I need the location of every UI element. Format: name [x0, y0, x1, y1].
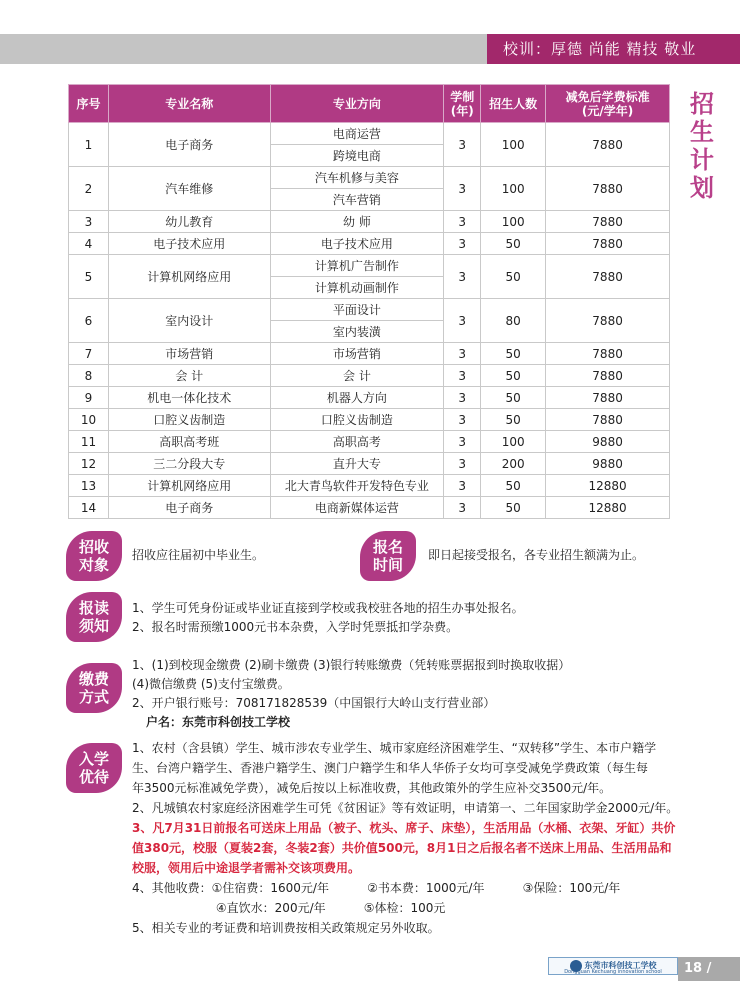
table-row	[69, 387, 670, 409]
cell-fee: 7880	[546, 365, 670, 387]
table-row	[69, 123, 670, 145]
header-direction: 专业方向	[270, 85, 444, 123]
cell-no: 13	[69, 475, 109, 497]
cell-fee: 7880	[546, 343, 670, 365]
cell-years: 3	[444, 167, 481, 211]
cell-enroll: 200	[481, 453, 546, 475]
payment-line-2: (4)微信缴费 (5)支付宝缴费。	[132, 677, 290, 691]
school-logo-en: Dongguan Kechuang innovation school	[564, 969, 662, 975]
notice-line-2: 2、报名时需预缴1000元书本杂费，入学时凭票抵扣学杂费。	[132, 620, 459, 634]
enrollment-plan-table	[68, 84, 670, 519]
header-years: 学制 (年)	[444, 85, 481, 123]
benefits-badge-line1: 入学	[78, 750, 109, 768]
cell-direction: 电子技术应用	[270, 233, 444, 255]
cell-fee: 7880	[546, 387, 670, 409]
side-title-char: 计	[690, 146, 714, 174]
benefit-red-line-1: 3、凡7月31日前报名可送床上用品（被子、枕头、席子、床垫），生活用品（水桶、衣架、牙缸）共价	[132, 821, 676, 835]
table-row	[69, 497, 670, 519]
school-motto: 校训：厚德 尚能 精技 敬业	[487, 34, 740, 64]
benefits-text	[132, 738, 678, 938]
cell-no: 10	[69, 409, 109, 431]
cell-no: 1	[69, 123, 109, 167]
cell-years: 3	[444, 299, 481, 343]
notice-text	[132, 599, 524, 637]
table-row	[69, 365, 670, 387]
cell-major: 机电一体化技术	[108, 387, 270, 409]
school-logo	[548, 957, 678, 975]
benefit-other-line-1: 4、其他收费：①住宿费：1600元/年 ②书本费：1000元/年 ③保险：100元/年	[132, 881, 621, 895]
cell-no: 6	[69, 299, 109, 343]
table-header-row	[69, 85, 670, 123]
payment-badge	[66, 663, 122, 713]
cell-fee: 7880	[546, 409, 670, 431]
cell-enroll: 50	[481, 387, 546, 409]
table-row	[69, 475, 670, 497]
cell-major: 计算机网络应用	[108, 255, 270, 299]
cell-enroll: 100	[481, 123, 546, 167]
cell-direction: 电商运营	[270, 123, 444, 145]
table-row	[69, 409, 670, 431]
benefit-line-3: 年3500元标准减免学费），减免后按以上标准收费，其他政策外的学生应补交3500元/年。	[132, 781, 612, 795]
benefit-line-2: 生、台湾户籍学生、香港户籍学生、澳门户籍学生和华人华侨子女均可享受减免学费政策（每生每	[132, 761, 649, 775]
cell-direction: 机器人方向	[270, 387, 444, 409]
cell-major: 电子商务	[108, 123, 270, 167]
table-row	[69, 299, 670, 321]
cell-direction: 室内装潢	[270, 321, 444, 343]
page-number: 18 /	[678, 957, 740, 981]
cell-major: 口腔义齿制造	[108, 409, 270, 431]
cell-years: 3	[444, 255, 481, 299]
table-row	[69, 167, 670, 189]
notice-line-1: 1、学生可凭身份证或毕业证直接到学校或我校驻各地的招生办事处报名。	[132, 601, 524, 615]
cell-enroll: 100	[481, 211, 546, 233]
cell-major: 幼儿教育	[108, 211, 270, 233]
cell-major: 电子技术应用	[108, 233, 270, 255]
target-badge	[66, 531, 122, 581]
notice-badge	[66, 592, 122, 642]
benefit-line-4: 2、凡城镇农村家庭经济困难学生可凭《贫困证》等有效证明，申请第一、二年国家助学金2000元/年。	[132, 801, 679, 815]
cell-direction: 高职高考	[270, 431, 444, 453]
header-major: 专业名称	[108, 85, 270, 123]
cell-fee: 7880	[546, 233, 670, 255]
cell-no: 8	[69, 365, 109, 387]
benefits-badge	[66, 743, 122, 793]
cell-fee: 7880	[546, 255, 670, 299]
target-badge-line2: 对象	[78, 556, 109, 574]
payment-badge-line1: 缴费	[78, 670, 109, 688]
cell-no: 11	[69, 431, 109, 453]
cell-enroll: 50	[481, 409, 546, 431]
cell-direction: 直升大专	[270, 453, 444, 475]
cell-major: 汽车维修	[108, 167, 270, 211]
cell-years: 3	[444, 497, 481, 519]
cell-direction: 口腔义齿制造	[270, 409, 444, 431]
side-title-char: 划	[690, 174, 714, 202]
cell-fee: 7880	[546, 123, 670, 167]
cell-enroll: 50	[481, 365, 546, 387]
payment-line-3: 2、开户银行账号：708171828539（中国银行大岭山支行营业部）	[132, 696, 496, 710]
cell-direction: 跨境电商	[270, 145, 444, 167]
cell-fee: 7880	[546, 299, 670, 343]
registration-text: 即日起接受报名，各专业招生额满为止。	[428, 548, 645, 562]
cell-no: 4	[69, 233, 109, 255]
cell-no: 14	[69, 497, 109, 519]
cell-direction: 汽车机修与美容	[270, 167, 444, 189]
payment-line-1: 1、(1)到校现金缴费 (2)刷卡缴费 (3)银行转账缴费（凭转账票据报到时换取收据）	[132, 658, 571, 672]
header-enroll: 招生人数	[481, 85, 546, 123]
cell-enroll: 50	[481, 475, 546, 497]
cell-enroll: 50	[481, 343, 546, 365]
cell-no: 9	[69, 387, 109, 409]
cell-major: 计算机网络应用	[108, 475, 270, 497]
cell-years: 3	[444, 453, 481, 475]
cell-enroll: 100	[481, 167, 546, 211]
registration-badge	[360, 531, 416, 581]
cell-fee: 12880	[546, 497, 670, 519]
cell-no: 12	[69, 453, 109, 475]
registration-badge-line1: 报名	[372, 538, 403, 556]
table-row	[69, 233, 670, 255]
benefit-other-line-3: 5、相关专业的考证费和培训费按相关政策规定另外收取。	[132, 921, 440, 935]
target-badge-line1: 招收	[78, 538, 109, 556]
account-name: 户名：东莞市科创技工学校	[146, 715, 291, 729]
cell-years: 3	[444, 365, 481, 387]
table-row	[69, 255, 670, 277]
benefit-red-line-3: 校服，领用后中途退学者需补交该项费用。	[132, 861, 361, 875]
cell-major: 三二分段大专	[108, 453, 270, 475]
cell-years: 3	[444, 431, 481, 453]
payment-text	[132, 656, 570, 732]
notice-badge-line1: 报读	[78, 599, 109, 617]
cell-enroll: 80	[481, 299, 546, 343]
benefit-line-1: 1、农村（含县镇）学生、城市涉农专业学生、城市家庭经济困难学生、“双转移”学生、本市户籍学	[132, 741, 657, 755]
payment-badge-line2: 方式	[78, 688, 109, 706]
side-title-char: 生	[690, 118, 714, 146]
cell-enroll: 50	[481, 255, 546, 299]
cell-enroll: 100	[481, 431, 546, 453]
cell-fee: 7880	[546, 167, 670, 211]
cell-years: 3	[444, 475, 481, 497]
benefits-badge-line2: 优待	[78, 768, 109, 786]
side-title-char: 招	[690, 90, 714, 118]
cell-years: 3	[444, 233, 481, 255]
cell-fee: 9880	[546, 431, 670, 453]
cell-direction: 汽车营销	[270, 189, 444, 211]
table-row	[69, 453, 670, 475]
cell-years: 3	[444, 211, 481, 233]
header-no: 序号	[69, 85, 109, 123]
cell-no: 7	[69, 343, 109, 365]
cell-direction: 市场营销	[270, 343, 444, 365]
header-bar	[0, 34, 487, 64]
cell-years: 3	[444, 343, 481, 365]
cell-direction: 北大青鸟软件开发特色专业	[270, 475, 444, 497]
cell-direction: 计算机广告制作	[270, 255, 444, 277]
school-logo-text: 东莞市科创技工学校	[584, 961, 657, 970]
cell-years: 3	[444, 387, 481, 409]
cell-years: 3	[444, 409, 481, 431]
cell-no: 3	[69, 211, 109, 233]
cell-no: 2	[69, 167, 109, 211]
cell-enroll: 50	[481, 497, 546, 519]
cell-no: 5	[69, 255, 109, 299]
header-fee: 减免后学费标准 (元/学年)	[546, 85, 670, 123]
benefit-red-line-2: 值380元，校服（夏装2套，冬装2套）共价值500元，8月1日之后报名者不送床上用品、生活用品和	[132, 841, 672, 855]
cell-major: 会 计	[108, 365, 270, 387]
table-row	[69, 211, 670, 233]
benefit-other-line-2: ④直饮水：200元/年 ⑤体检：100元	[132, 901, 446, 915]
cell-major: 电子商务	[108, 497, 270, 519]
notice-badge-line2: 须知	[78, 617, 109, 635]
cell-enroll: 50	[481, 233, 546, 255]
target-text: 招收应往届初中毕业生。	[132, 548, 265, 562]
cell-fee: 9880	[546, 453, 670, 475]
cell-major: 室内设计	[108, 299, 270, 343]
section-title-vertical	[682, 90, 722, 202]
registration-badge-line2: 时间	[372, 556, 403, 574]
cell-direction: 会 计	[270, 365, 444, 387]
table-row	[69, 431, 670, 453]
cell-major: 市场营销	[108, 343, 270, 365]
cell-direction: 平面设计	[270, 299, 444, 321]
cell-direction: 电商新媒体运营	[270, 497, 444, 519]
cell-direction: 幼 师	[270, 211, 444, 233]
table-row	[69, 343, 670, 365]
cell-major: 高职高考班	[108, 431, 270, 453]
cell-years: 3	[444, 123, 481, 167]
cell-direction: 计算机动画制作	[270, 277, 444, 299]
cell-fee: 12880	[546, 475, 670, 497]
cell-fee: 7880	[546, 211, 670, 233]
